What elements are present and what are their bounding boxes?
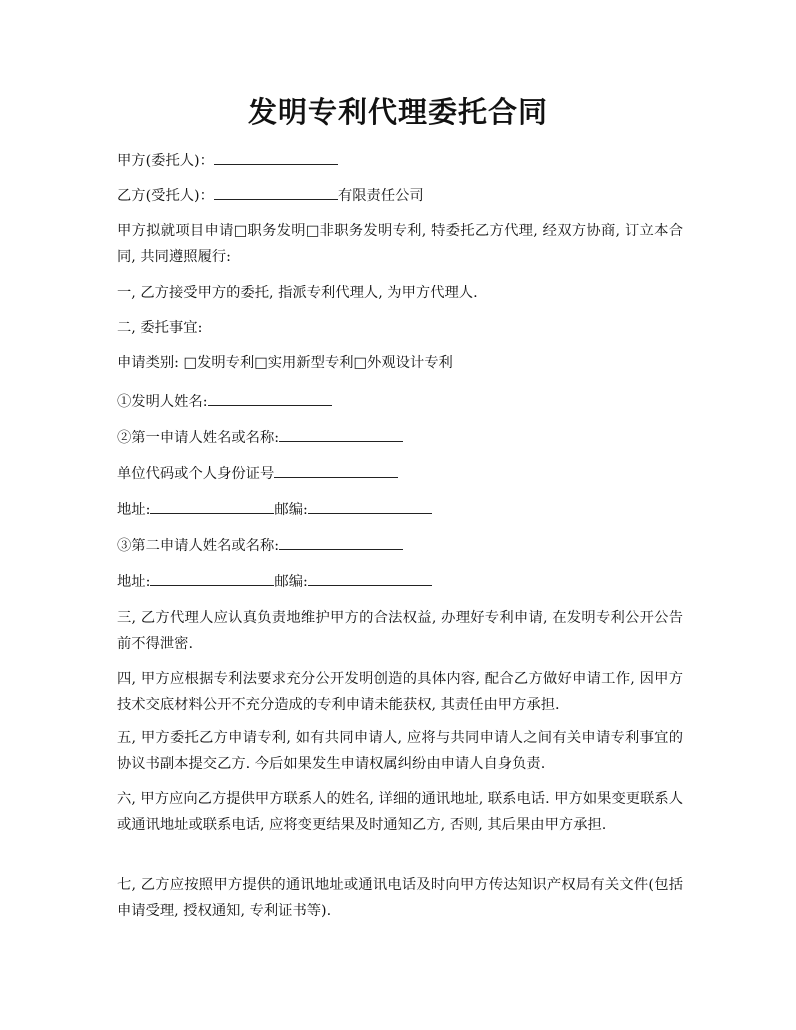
first-applicant-blank[interactable] bbox=[279, 426, 403, 442]
party-b-label: 乙方(受托人)： bbox=[117, 188, 214, 204]
party-b-line bbox=[117, 183, 683, 209]
second-applicant-label: ③第二申请人姓名或名称: bbox=[117, 538, 280, 554]
address-2-blank[interactable] bbox=[150, 570, 274, 586]
application-type-line: 申请类别: □发明专利□实用新型专利□外观设计专利 bbox=[117, 355, 453, 371]
intro-paragraph: 甲方拟就项目申请□职务发明□非职务发明专利, 特委托乙方代理, 经双方协商, 订立本合同, 共同遵照履行: bbox=[117, 223, 683, 265]
zip-2-blank[interactable] bbox=[308, 570, 432, 586]
party-a-label: 甲方(委托人)： bbox=[117, 153, 214, 169]
inventor-line bbox=[117, 389, 683, 415]
second-applicant-blank[interactable] bbox=[279, 534, 403, 550]
first-applicant-label: ②第一申请人姓名或名称: bbox=[117, 430, 280, 446]
zip-2-label: 邮编: bbox=[274, 574, 308, 590]
clause-1: 一, 乙方接受甲方的委托, 指派专利代理人, 为甲方代理人. bbox=[117, 285, 478, 301]
unit-code-blank[interactable] bbox=[274, 462, 398, 478]
clause-2-title: 二, 委托事宜: bbox=[117, 320, 203, 336]
clause-5: 五, 甲方委托乙方申请专利, 如有共同申请人, 应将与共同申请人之间有关申请专利事宜的协议书副本提交乙方. 今后如果发生申请权属纠纷由申请人自身负责. bbox=[117, 730, 683, 772]
unit-code-label: 单位代码或个人身份证号 bbox=[117, 466, 275, 482]
inventor-label: ①发明人姓名: bbox=[117, 394, 208, 410]
address-1-line bbox=[117, 497, 683, 523]
address-1-label: 地址: bbox=[117, 502, 151, 518]
address-2-label: 地址: bbox=[117, 574, 151, 590]
address-2-line bbox=[117, 569, 683, 595]
address-1-blank[interactable] bbox=[150, 498, 274, 514]
first-applicant-line bbox=[117, 425, 683, 451]
unit-code-line bbox=[117, 461, 683, 487]
party-a-line bbox=[117, 148, 683, 174]
inventor-blank[interactable] bbox=[208, 390, 332, 406]
clause-7: 七, 乙方应按照甲方提供的通讯地址或通讯电话及时向甲方传达知识产权局有关文件(包括申请受理, 授权通知, 专利证书等). bbox=[117, 877, 683, 919]
zip-1-label: 邮编: bbox=[274, 502, 308, 518]
second-applicant-line bbox=[117, 533, 683, 559]
zip-1-blank[interactable] bbox=[308, 498, 432, 514]
party-a-blank[interactable] bbox=[214, 149, 338, 165]
clause-3: 三, 乙方代理人应认真负责地维护甲方的合法权益, 办理好专利申请, 在发明专利公开公告前不得泄密. bbox=[117, 610, 683, 652]
party-b-blank[interactable] bbox=[214, 184, 338, 200]
clause-6: 六, 甲方应向乙方提供甲方联系人的姓名, 详细的通讯地址, 联系电话. 甲方如果变更联系人或通讯地址或联系电话, 应将变更结果及时通知乙方, 否则, 其后果由甲方承担. bbox=[117, 791, 683, 833]
page-title: 发明专利代理委托合同 bbox=[247, 95, 548, 129]
clause-4: 四, 甲方应根据专利法要求充分公开发明创造的具体内容, 配合乙方做好申请工作, 因甲方技术交底材料公开不充分造成的专利申请未能获权, 其责任由甲方承担. bbox=[117, 671, 683, 713]
party-b-suffix: 有限责任公司 bbox=[337, 188, 424, 204]
